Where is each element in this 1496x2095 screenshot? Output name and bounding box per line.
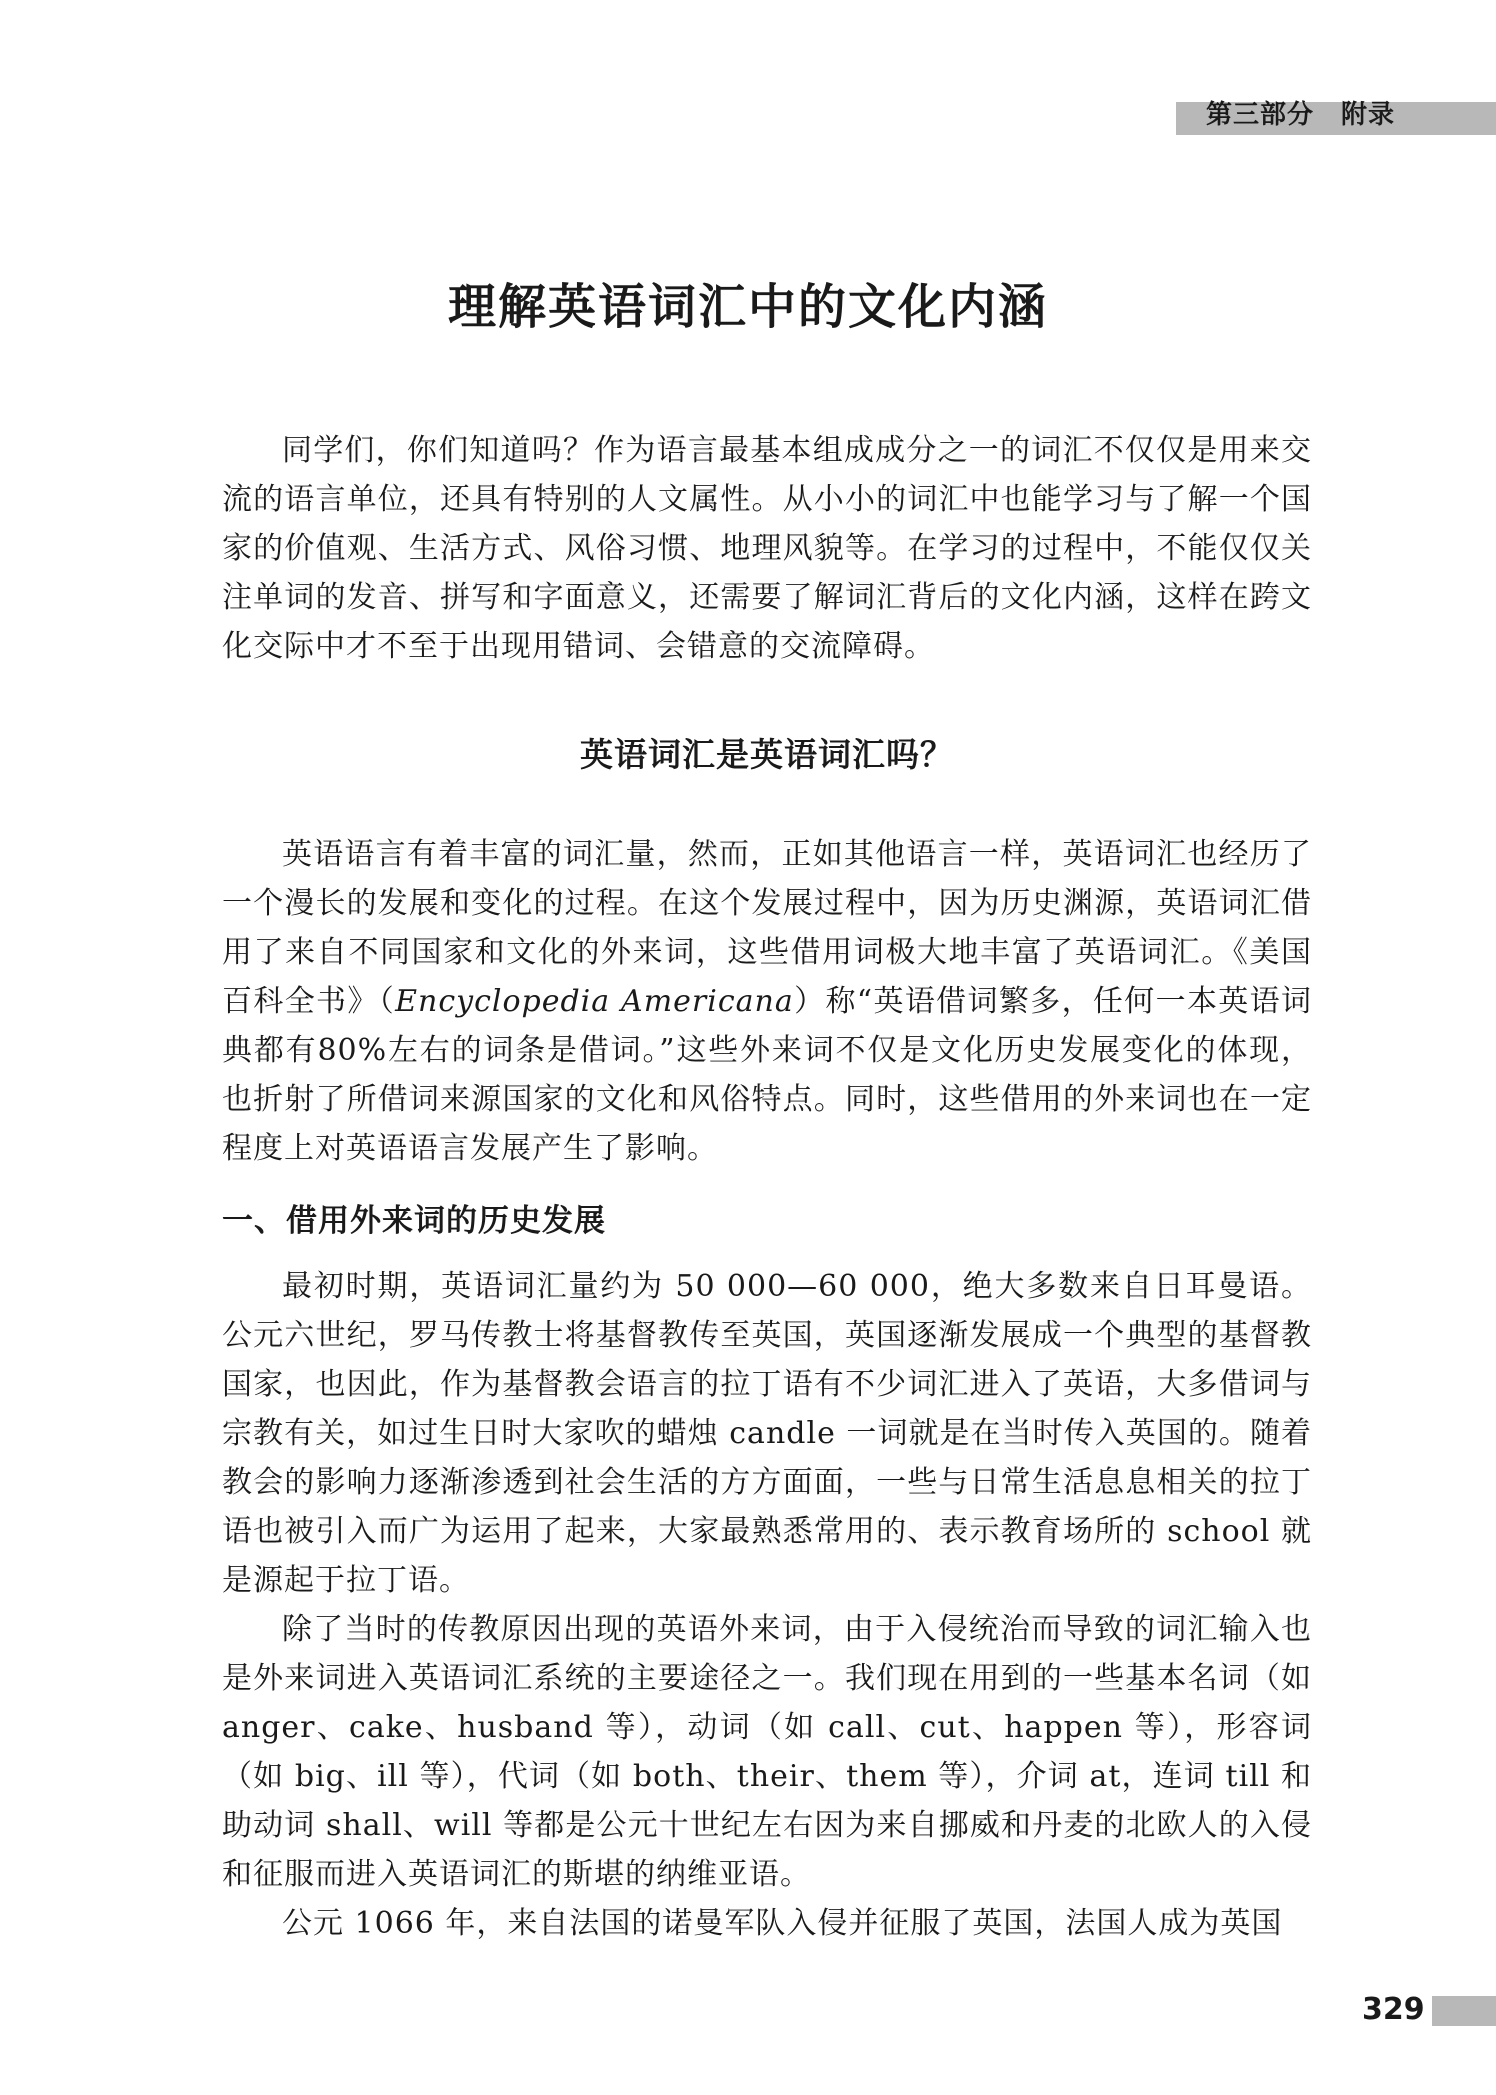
subsection-paragraph-2: 除了当时的传教原因出现的英语外来词，由于入侵统治而导致的词汇输入也是外来词进入英语词汇系统的主要途径之一。我们现在用到的一些基本名词（如 anger、cake、husband 等），动词（如 call、cut、happen 等），形容词（如 big、ill 等），代词（如 both、their、them 等），介词 at，连词 till 和助动词 shall、will 等都是公元十世纪左右因为来自挪威和丹麦的北欧人的入侵和征服而进入英语词汇的斯堪的纳维亚语。 <box>222 1612 1312 1892</box>
section-heading: 英语词汇是英语词汇吗？ <box>580 735 954 774</box>
running-header: 第三部分 附录 <box>1206 100 1396 130</box>
encyclopedia-title: Encyclopedia Americana <box>395 984 794 1019</box>
page-title: 理解英语词汇中的文化内涵 <box>447 279 1048 335</box>
section-paragraph <box>222 830 1312 1173</box>
subsection-paragraph-1: 最初时期，英语词汇量约为 50 000—60 000，绝大多数来自日耳曼语。公元六世纪，罗马传教士将基督教传至英国，英国逐渐发展成一个典型的基督教国家，也因此，作为基督教会语言的拉丁语有不少词汇进入了英语，大多借词与宗教有关，如过生日时大家吹的蜡烛 candle 一词就是在当时传入英国的。随着教会的影响力逐渐渗透到社会生活的方方面面，一些与日常生活息息相关的拉丁语也被引入而广为运用了起来，大家最熟悉常用的、表示教育场所的 school 就是源起于拉丁语。 <box>222 1269 1312 1598</box>
page-number: 329 <box>1362 1992 1425 2027</box>
intro-paragraph: 同学们，你们知道吗？作为语言最基本组成成分之一的词汇不仅仅是用来交流的语言单位，还具有特别的人文属性。从小小的词汇中也能学习与了解一个国家的价值观、生活方式、风俗习惯、地理风貌等。在学习的过程中，不能仅仅关注单词的发音、拼写和字面意义，还需要了解词汇背后的文化内涵，这样在跨文化交际中才不至于出现用错词、会错意的交流障碍。 <box>222 433 1312 664</box>
footer-band <box>1432 1996 1496 2026</box>
article-body <box>222 426 1312 1948</box>
subsection-heading: 一、借用外来词的历史发展 <box>222 1203 606 1239</box>
section-paragraph-text-b: ）称“英语借词繁多，任何一本英语词典都有80%左右的词条是借词。”这些外来词不仅是文化历史发展变化的体现，也折射了所借词来源国家的文化和风俗特点。同时，这些借用的外来词也在一定程度上对英语语言发展产生了影响。 <box>222 984 1312 1166</box>
section-paragraph-text-a: 英语语言有着丰富的词汇量，然而，正如其他语言一样，英语词汇也经历了一个漫长的发展和变化的过程。在这个发展过程中，因为历史渊源，英语词汇借用了来自不同国家和文化的外来词，这些借用词极大地丰富了英语词汇。《美国百科全书》（ <box>222 837 1312 1019</box>
subsection-paragraph-3: 公元 1066 年，来自法国的诺曼军队入侵并征服了英国，法国人成为英国 <box>282 1906 1283 1941</box>
